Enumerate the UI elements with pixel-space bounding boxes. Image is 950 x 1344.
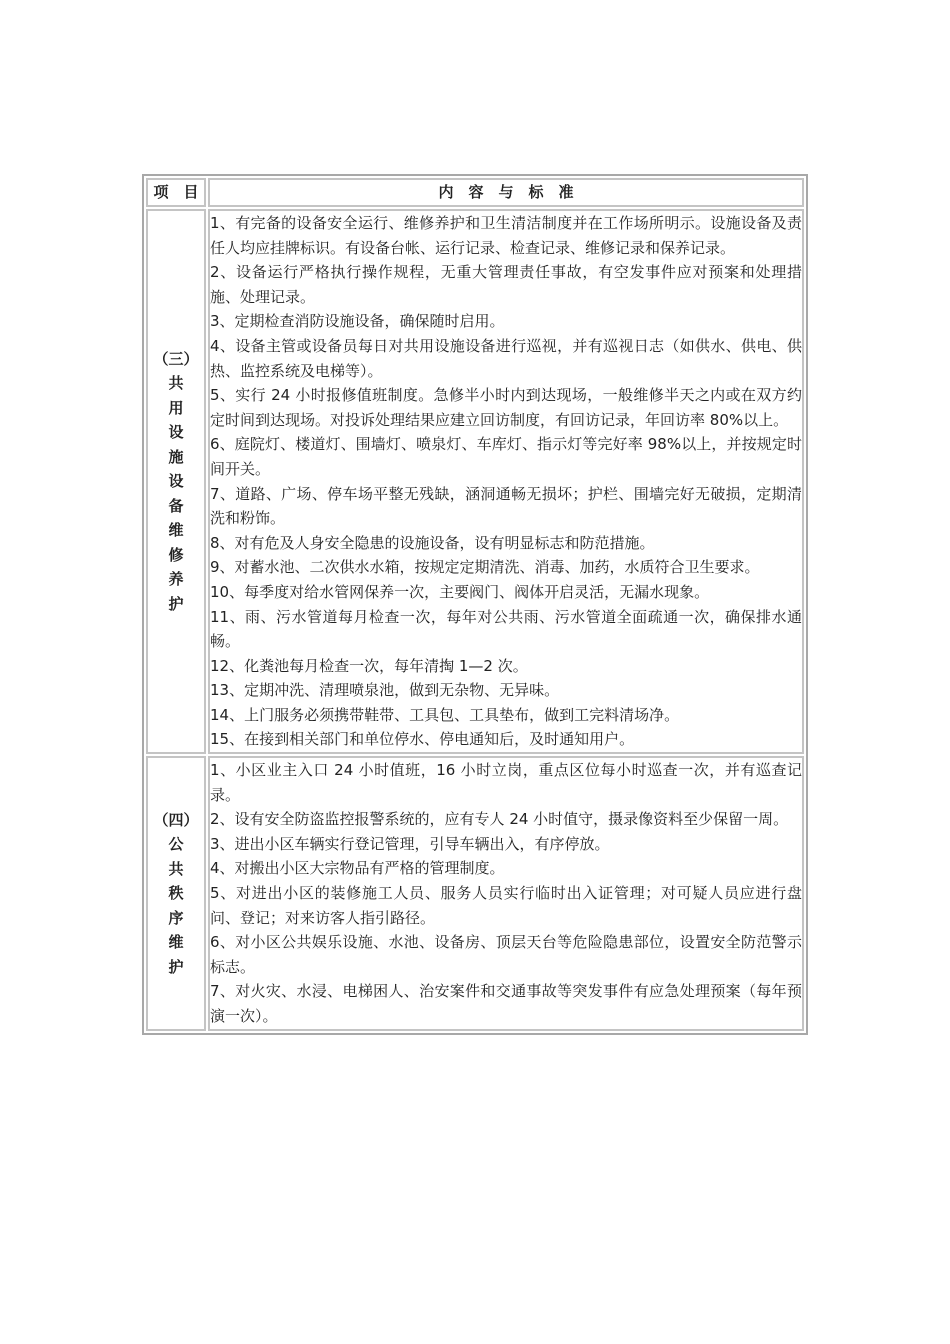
section-row-4: [146, 756, 804, 1031]
category-char: 护: [168, 957, 184, 976]
standard-item: 6、庭院灯、楼道灯、围墙灯、喷泉灯、车库灯、指示灯等完好率 98%以上，并按规定时间开关。: [210, 435, 802, 478]
category-char: 护: [168, 594, 184, 613]
table-header-row: [146, 178, 804, 207]
standard-item: 6、对小区公共娱乐设施、水池、设备房、顶层天台等危险隐患部位，设置安全防范警示标志。: [210, 933, 802, 976]
category-char: 共: [168, 859, 184, 878]
standard-item: 10、每季度对给水管网保养一次，主要阀门、阀体开启灵活，无漏水现象。: [210, 582, 710, 601]
standard-item: 8、对有危及人身安全隐患的设施设备，设有明显标志和防范措施。: [210, 533, 655, 552]
standard-item: 1、有完备的设备安全运行、维修养护和卫生清洁制度并在工作场所明示。设施设备及责任人均应挂牌标识。有设备台帐、运行记录、检查记录、维修记录和保养记录。: [210, 214, 802, 257]
standard-item: 7、道路、广场、停车场平整无残缺，涵洞通畅无损坏；护栏、围墙完好无破损，定期清洗和粉饰。: [210, 484, 802, 528]
standard-item: 11、雨、污水管道每月检查一次，每年对公共雨、污水管道全面疏通一次，确保排水通畅。: [210, 607, 802, 651]
standard-item: 3、进出小区车辆实行登记管理，引导车辆出入，有序停放。: [210, 834, 610, 853]
category-char: 用: [168, 398, 184, 417]
header-content-label: 内 容 与 标 准: [438, 183, 574, 201]
category-number: （三）: [153, 349, 199, 368]
standard-item: 2、设有安全防盗监控报警系统的，应有专人 24 小时值守，摄录像资料至少保留一周。: [210, 810, 789, 829]
category-char: 共: [168, 374, 184, 393]
category-char: 设: [168, 472, 184, 491]
category-cell-4: [146, 756, 206, 1031]
standards-table: [142, 174, 808, 1035]
standard-item: 9、对蓄水池、二次供水水箱，按规定定期清洗、消毒、加药，水质符合卫生要求。: [210, 558, 760, 577]
category-char: 公: [168, 835, 184, 854]
standard-item: 13、定期冲洗、清理喷泉池，做到无杂物、无异味。: [210, 681, 560, 700]
standard-item: 2、设备运行严格执行操作规程，无重大管理责任事故，有空发事件应对预案和处理措施、处理记录。: [210, 263, 802, 306]
category-char: 设: [168, 423, 184, 442]
standard-item: 7、对火灾、水浸、电梯困人、治安案件和交通事故等突发事件有应急处理预案（每年预演一次）。: [210, 982, 802, 1025]
category-char: 修: [168, 545, 184, 564]
standard-item: 12、化粪池每月检查一次，每年清掏 1—2 次。: [210, 656, 528, 675]
category-char: 秩: [168, 884, 184, 903]
standard-item: 4、设备主管或设备员每日对共用设施设备进行巡视，并有巡视日志（如供水、供电、供热、监控系统及电梯等）。: [210, 336, 802, 380]
header-content-cell: [208, 178, 804, 207]
content-cell-3: [208, 209, 804, 754]
category-number: （四）: [153, 810, 199, 829]
category-cell-3: [146, 209, 206, 754]
category-char: 施: [168, 447, 184, 466]
category-char: 维: [168, 521, 184, 540]
standard-item: 3、定期检查消防设施设备，确保随时启用。: [210, 312, 505, 331]
header-item-label: 项 目: [153, 183, 199, 201]
category-char: 备: [168, 496, 184, 515]
standard-item: 5、对进出小区的装修施工人员、服务人员实行临时出入证管理；对可疑人员应进行盘问、登记；对来访客人指引路径。: [210, 884, 802, 927]
standard-item: 15、在接到相关部门和单位停水、停电通知后，及时通知用户。: [210, 730, 635, 749]
standard-item: 4、对搬出小区大宗物品有严格的管理制度。: [210, 859, 505, 878]
category-char: 维: [168, 933, 184, 952]
category-char: 养: [168, 570, 184, 589]
category-char: 序: [168, 908, 184, 927]
section-row-3: [146, 209, 804, 754]
standard-item: 5、实行 24 小时报修值班制度。急修半小时内到达现场，一般维修半天之内或在双方约定时间到达现场。对投诉处理结果应建立回访制度，有回访记录，年回访率 80%以上。: [210, 386, 802, 429]
content-cell-4: [208, 756, 804, 1031]
standard-item: 1、小区业主入口 24 小时值班，16 小时立岗，重点区位每小时巡查一次，并有巡查记录。: [210, 761, 802, 804]
header-item-cell: [146, 178, 206, 207]
standard-item: 14、上门服务必须携带鞋带、工具包、工具垫布，做到工完料清场净。: [210, 705, 680, 724]
